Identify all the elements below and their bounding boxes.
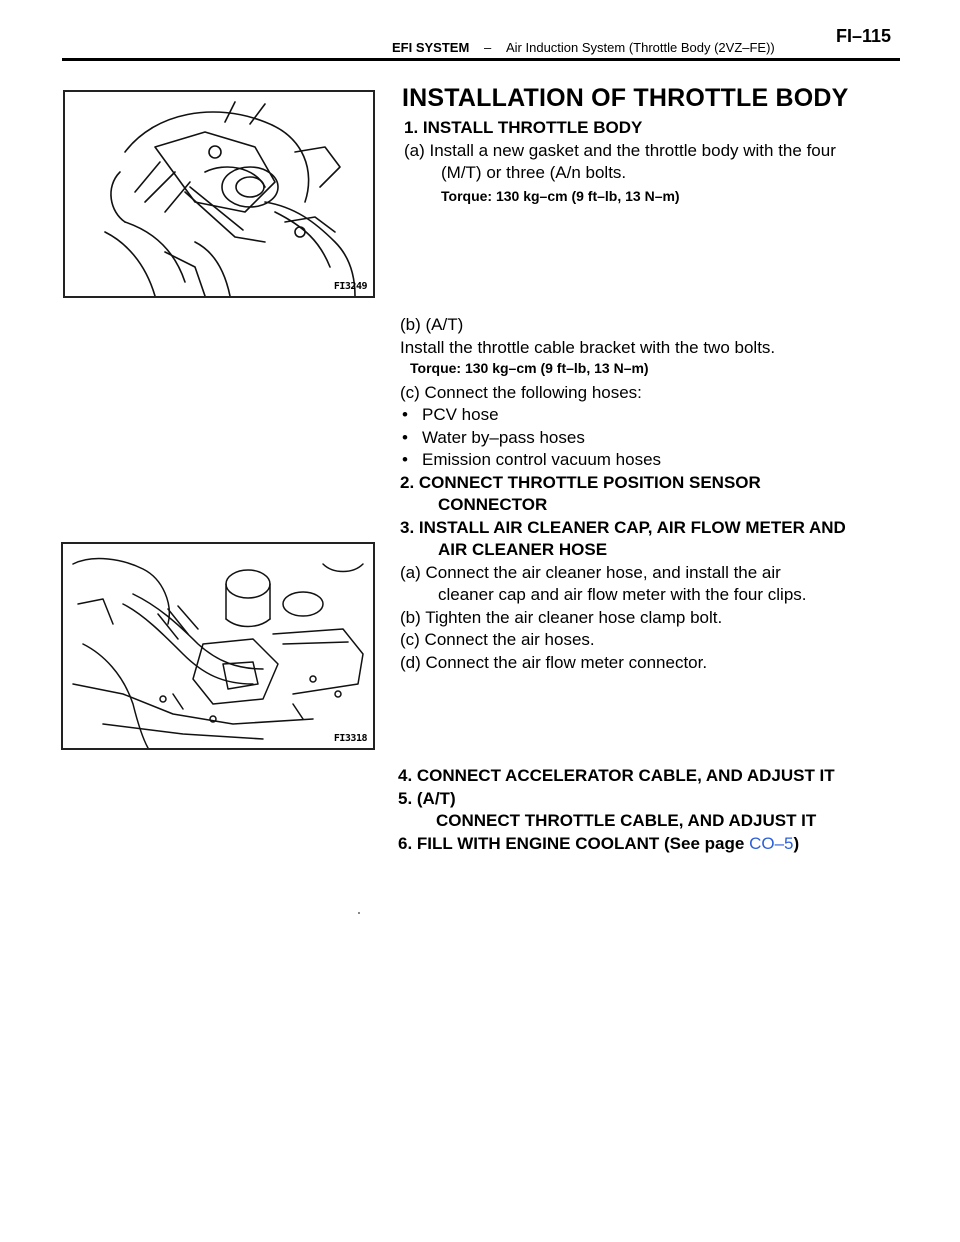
bullet-icon: • (402, 428, 408, 447)
step-3c: (c) Connect the air hoses. (400, 630, 595, 649)
throttle-body-illustration (63, 90, 375, 298)
step-3a-line2: cleaner cap and air flow meter with the four clips. (438, 585, 807, 604)
step-3-heading-line1: 3. INSTALL AIR CLEANER CAP, AIR FLOW METER AND (400, 518, 846, 537)
step-1a-line2: (M/T) or three (A/n bolts. (441, 163, 627, 182)
header-rule (62, 58, 900, 61)
step-1b-line2: Install the throttle cable bracket with the two bolts. (400, 338, 776, 357)
step-3-heading-line2: AIR CLEANER HOSE (438, 540, 608, 559)
step-3b: (b) Tighten the air cleaner hose clamp bolt. (400, 608, 723, 627)
figure-code-label: FI3318 (333, 733, 367, 744)
page-reference-link[interactable]: CO–5 (749, 834, 794, 853)
torque-spec-1: Torque: 130 kg–cm (9 ft–lb, 13 N–m) (441, 188, 680, 204)
bullet-item: Emission control vacuum hoses (422, 450, 662, 469)
step-1a-line1: (a) Install a new gasket and the throttle body with the four (404, 141, 836, 160)
step-3a-line1: (a) Connect the air cleaner hose, and install the air (400, 563, 781, 582)
header-dash: – (484, 40, 492, 55)
air-cleaner-drawing (63, 544, 373, 748)
air-cleaner-illustration (61, 542, 375, 750)
step-1c: (c) Connect the following hoses: (400, 383, 642, 402)
step-6-heading (398, 834, 799, 854)
throttle-body-drawing (65, 92, 373, 296)
stray-mark (358, 912, 360, 914)
step-3d: (d) Connect the air flow meter connector. (400, 653, 708, 672)
figure-code-label: FI3249 (333, 281, 367, 292)
bullet-icon: • (402, 450, 408, 469)
page-number: FI–115 (836, 26, 892, 46)
step-1-heading: 1. INSTALL THROTTLE BODY (404, 118, 643, 137)
bullet-icon: • (402, 405, 408, 424)
bullet-item: Water by–pass hoses (422, 428, 585, 447)
step-4-heading: 4. CONNECT ACCELERATOR CABLE, AND ADJUST IT (398, 766, 835, 785)
step-5-heading-line2: CONNECT THROTTLE CABLE, AND ADJUST IT (436, 811, 817, 830)
step-6-close-paren: ) (793, 834, 800, 853)
bullet-item: PCV hose (422, 405, 499, 424)
step-1b-line1: (b) (A/T) (400, 315, 464, 334)
header-subtitle: Air Induction System (Throttle Body (2VZ–FE)) (506, 40, 775, 55)
step-6-text: 6. FILL WITH ENGINE COOLANT (See page (398, 834, 750, 853)
header-section-title: EFI SYSTEM (392, 40, 470, 55)
section-title: INSTALLATION OF THROTTLE BODY (402, 84, 849, 112)
torque-spec-2: Torque: 130 kg–cm (9 ft–lb, 13 N–m) (410, 360, 649, 376)
step-2-heading-line2: CONNECTOR (438, 495, 548, 514)
step-5-heading-line1: 5. (A/T) (398, 789, 456, 808)
step-2-heading-line1: 2. CONNECT THROTTLE POSITION SENSOR (400, 473, 761, 492)
